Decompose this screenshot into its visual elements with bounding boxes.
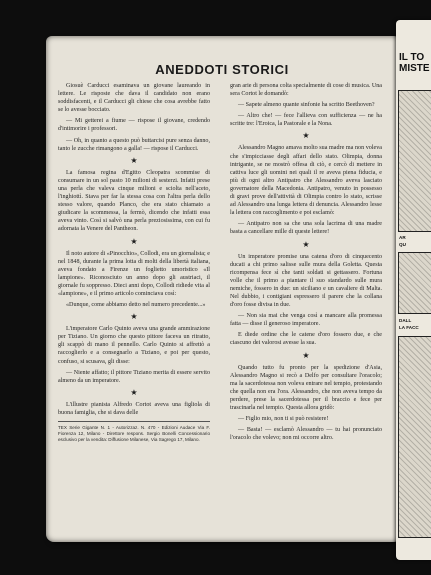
anecdote-paragraph: — Non sia mai che venga così a mancare alla promessa fatta — disse il generoso imperatore. bbox=[230, 313, 382, 328]
star-separator-icon: ★ bbox=[130, 312, 138, 322]
comic-caption: QU bbox=[399, 242, 406, 247]
right-column bbox=[230, 82, 382, 445]
anecdote-paragraph: — Oh, in quanto a questo può buttarcisi pure senza danno, tanto le zucche rimangono a galla! — rispose il Carducci. bbox=[58, 137, 210, 152]
left-column bbox=[58, 82, 210, 443]
page-title: ANEDDOTI STORICI bbox=[155, 62, 289, 77]
comic-panel bbox=[398, 336, 431, 538]
anecdote-paragraph: Giosuè Carducci esaminava un giovane laureando in lettere. Le risposte che dava il candidato non erano soddisfacenti, e il Carducci gli chiese che cosa avrebbe fatto se lo avesse bocciato. bbox=[58, 83, 210, 114]
comic-caption: DALL bbox=[399, 318, 412, 323]
star-separator-icon: ★ bbox=[130, 387, 138, 397]
anecdote-paragraph: L'imperatore Carlo Quinto aveva una grande ammirazione per Tiziano. Un giorno che questo pittore faceva un ritratto, gli scappò di mano il pennello. Carlo Quinto si affrettò a raccoglierlo e a consegnarlo a Tiziano, e poi per questo, confuso, si scusava, gli disse: bbox=[58, 326, 210, 365]
publisher-imprint: TEX Serie Gigante N. 1 - Autorizzaz. N. 470 - Edizioni Audace Via F. Fiorenza 12, Milano - Direttore respons. Sergio Bonelli Concessionario esclusivo per la vendita: Diffusione Milanese, Via Sagrego 17, Milano. bbox=[58, 425, 210, 442]
anecdote-paragraph: L'illustre pianista Alfredo Cortot aveva una figliola di buona famiglia, che si dava delle bbox=[58, 401, 210, 416]
anecdote-paragraph: E diede ordine che le catene d'oro fossero due, e che ciascuno dei valorosi avesse la sua. bbox=[230, 332, 382, 347]
anecdote-paragraph: gran arie di persona colta specialmente di cose di musica. Una sera Cortot le domandò: bbox=[230, 83, 382, 98]
comic-title-line: IL TO bbox=[399, 52, 425, 63]
comic-title bbox=[399, 52, 430, 74]
anecdote-paragraph: Un imperatore promise una catena d'oro di cinquecento ducati a chi primo salisse sulle mura della Goletta. Questa ricompensa fece sì che tanti soldati si gettassero. Fortuna volle che il primo a piantare il suo standardo sulle mura nemiche, fossero in due: un siciliano e un cavaliere di Malta. Nel dubbio, i contigiani espressero il parere che la collana d'oro fosse divisa in due. bbox=[230, 253, 382, 309]
anecdote-paragraph: — Mi getterei a fiume — rispose il giovane, credendo d'intimorire i professori. bbox=[58, 118, 210, 133]
anecdote-paragraph: «Dunque, come abbiamo detto nel numero precedente...» bbox=[66, 302, 206, 309]
anecdote-paragraph: — Antipatro non sa che una sola lacrima di una madre basta a cancellare mille di queste lettere! bbox=[230, 221, 382, 236]
anecdote-paragraph: — Basta! — esclamò Alessandro — tu hai pronunciato l'oracolo che volevo; non mi occorre altro. bbox=[230, 427, 382, 442]
anecdote-paragraph: Quando tutto fu pronto per la spedizione d'Asia, Alessandro Magno si recò a Delfo per consultare l'oracolo; ma la sacerdotessa non voleva entrare nel tempio, protestando che quella non era l'ora. Alessandro, che non aveva tempo da perdere, prese la sacerdotessa per il braccio e fece per trascinarla nel tempio. Questa allora gridò: bbox=[230, 364, 382, 411]
comic-panel bbox=[398, 90, 431, 232]
comic-caption: LA FACC bbox=[399, 325, 419, 330]
star-separator-icon: ★ bbox=[302, 239, 310, 249]
anecdote-paragraph: Alessandro Magno amava molto sua madre ma non voleva che s'impicciasse degli affari dello stato. Olimpia, donna intrigante, se ne mostrò offesa di ciò, e cercò di mettere in cattiva luce gli uomini nei quali il re aveva piena fiducia, e più di ogni altro Antipatro che Alessandro aveva lasciato governatore della Macedonia. Antipatro, venuto in possesso di gravi prove dell'attività di Olimpia contro lo stato, scrisse ad Alessandro una lunga lettera di denuncia. Alessandro lesse la lettera con raccoglimento e poi esclamò: bbox=[230, 145, 382, 217]
anecdote-paragraph: Il noto autore di «Pinocchio», Collodi, era un giornalista; e nel 1848, durante la prima lotta di molti della libertà italiana, aveva fondato a Firenze un foglietto umoristico «Il lampione». Riconosciuto un anno dopo gli austriaci, il giornale fu soppresso. Dieci anni dopo, Collodi ridiede vita al «lampione», e il primo articolo cominciava così: bbox=[58, 250, 210, 297]
star-separator-icon: ★ bbox=[130, 155, 138, 165]
comic-caption: AR bbox=[399, 235, 406, 240]
star-separator-icon: ★ bbox=[130, 236, 138, 246]
star-separator-icon: ★ bbox=[302, 131, 310, 141]
comic-panel bbox=[398, 252, 431, 314]
adjacent-comic-page bbox=[396, 20, 431, 560]
imprint-divider bbox=[58, 421, 210, 422]
anecdote-paragraph: La famosa regina d'Egitto Cleopatra scommise di consumare in un sol pasto 10 milioni di sesterzi. Infatti prese una perla che valeva cinque milioni e sciolta nell'aceto, l'inghiottì. Stava per far la stessa cosa con l'altra perla dello stesso valore, quando Planco, che era stato chiamato a giudicare la scommessa, la fermò, dicendo che infatti essa aveva vinto. Così si salvò una perla preziosissima, con cui fu adornata la Venere del Pantheon. bbox=[58, 169, 210, 233]
anecdote-paragraph: — Figlio mio, non ti si può resistere! bbox=[238, 416, 329, 423]
anecdote-paragraph: — Sapete almeno quante sinfonie ha scritto Beethoven? bbox=[238, 102, 375, 109]
anecdote-paragraph: — Altro che! — fece l'allieva con sufficienza — ne ha scritte tre: l'Eroica, la Pastorale e la Nona. bbox=[230, 113, 382, 128]
star-separator-icon: ★ bbox=[302, 350, 310, 360]
anecdote-paragraph: — Niente affatto; il pittore Tiziano merita di essere servito almeno da un imperatore. bbox=[58, 369, 210, 384]
comic-title-line: MISTE bbox=[399, 63, 430, 74]
booklet-page bbox=[46, 36, 398, 542]
